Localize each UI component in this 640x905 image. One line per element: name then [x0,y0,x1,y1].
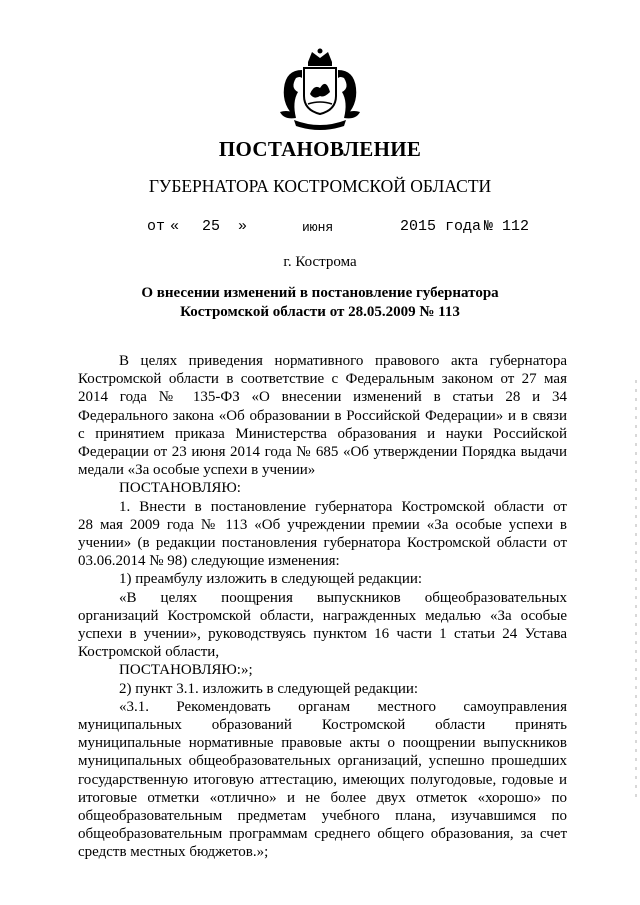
body-line: В целях приведения нормативного правового акта губернатора [119,353,567,369]
document-heading [80,284,560,322]
date-year: 2015 года [400,218,482,235]
heading-line: О внесении изменений в постановление губернатора [141,285,499,301]
body-line: организаций Костромской области, награжденных медалью «За особые [78,607,567,624]
body-line: Федерации от 23 июня 2014 года № 685 «Об утверждении Порядка выдачи [78,444,567,461]
body-line: медали «За особые успехи в учении» [78,462,316,479]
body-line: итоговые отметки «отлично» и не более двух отметок «хорошо» по [78,789,567,806]
body-line: государственную итоговую аттестацию, имеющих полугодовые, годовые и [78,771,567,788]
body-line: 28 мая 2009 года № 113 «Об учреждении премии «За особые успехи в [78,516,567,533]
body-line: 2) пункт 3.1. изложить в следующей редакции: [119,680,419,697]
body-line: «3.1. Рекомендовать органам местного самоуправления [119,698,567,715]
document-number: № 112 [484,218,530,235]
body-line: с принятием приказа Министерства образования и науки Российской [78,425,567,442]
body-line: ПОСТАНОВЛЯЮ: [119,480,241,497]
date-month: июня [302,220,334,235]
body-line: «В целях поощрения выпускников общеобразовательных [119,589,567,606]
body-line: муниципальных образований Костромской области принять [78,717,567,734]
body-line: общеобразовательным программам среднего общего образования, за счет [78,826,567,843]
date-prefix: от [147,218,166,235]
body-line: 1) преамбулу изложить в следующей редакции: [119,571,423,588]
document-city: г. Кострома [283,254,357,270]
document-body [78,352,567,862]
body-line: учении» (в редакции постановления губернатора Костромской области от [78,535,567,552]
body-line: муниципальные нормативные правовые акты о поощрении выпускников [78,735,567,752]
heading-line: Костромской области от 28.05.2009 № 113 [180,304,460,320]
body-line: муниципальных общеобразовательных организаций, успешно прошедших [78,753,567,770]
body-line: общеобразовательным предметам учебного плана, изучавшимся по [78,808,567,825]
body-line: 1. Внести в постановление губернатора Костромской области от [119,498,567,515]
coat-of-arms-icon [274,48,366,132]
body-line: успехи в учении», руководствуясь пунктом 16 части 1 статьи 24 Устава [78,626,567,643]
body-line: средств местных бюджетов.»; [78,844,269,861]
body-line: ПОСТАНОВЛЯЮ:»; [119,662,253,679]
body-line: Костромской области в соответствие с Федеральным законом от 27 мая [78,371,567,388]
date-open-quote: « [170,218,180,235]
scan-edge-artifact [635,380,637,800]
body-line: 2014 года № 135-ФЗ «О внесении изменений в статьи 28 и 34 [78,389,567,406]
body-line: Костромской области, [78,644,220,661]
date-line [0,218,640,240]
date-close-quote: » [238,218,248,235]
document-issuer: ГУБЕРНАТОРА КОСТРОМСКОЙ ОБЛАСТИ [148,176,492,196]
document-title: ПОСТАНОВЛЕНИЕ [218,137,422,161]
body-line: Федерального закона «Об образовании в Российской Федерации» и в связи [78,407,567,424]
body-line: 03.06.2014 № 98) следующие изменения: [78,553,340,570]
date-day: 25 [202,218,221,235]
